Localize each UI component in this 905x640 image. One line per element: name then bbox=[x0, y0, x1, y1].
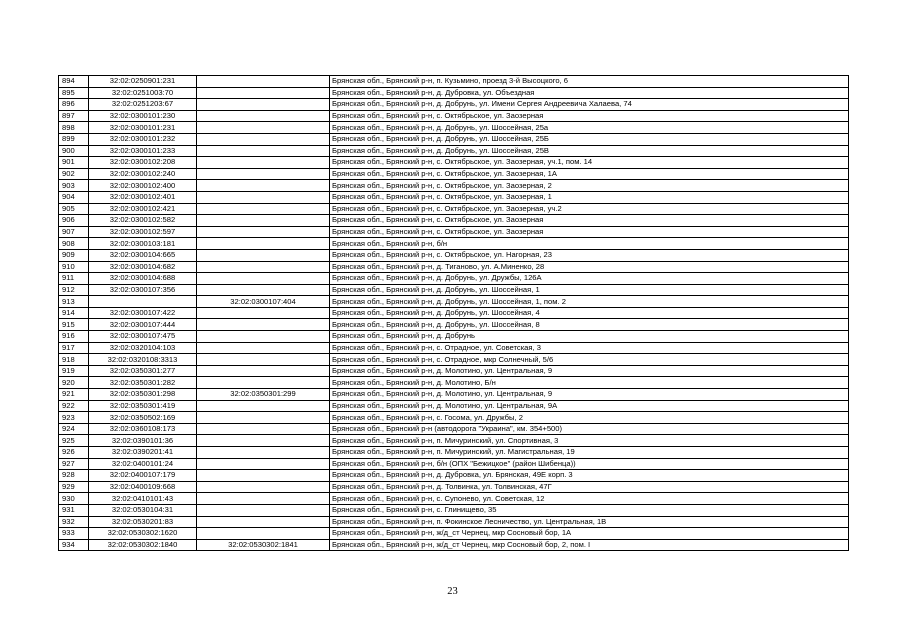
address-cell: Брянская обл., Брянский р-н, д. Дубровка, ул. Брянская, 49Е корп. 3 bbox=[330, 470, 849, 482]
cadastral-number: 32:02:0300102:582 bbox=[89, 215, 197, 227]
row-number: 920 bbox=[59, 377, 89, 389]
address-cell: Брянская обл., Брянский р-н, д. Молотино, ул. Центральная, 9 bbox=[330, 389, 849, 401]
address-cell: Брянская обл., Брянский р-н, д. Добрунь, ул. Шоссейная, 25а bbox=[330, 122, 849, 134]
address-cell: Брянская обл., Брянский р-н, д. Добрунь, ул. Шоссейная, 4 bbox=[330, 307, 849, 319]
table-row bbox=[59, 191, 849, 203]
cadastral-number: 32:02:0251203:67 bbox=[89, 99, 197, 111]
related-cadastral-number bbox=[197, 145, 330, 157]
cadastral-number: 32:02:0250901:231 bbox=[89, 76, 197, 88]
row-number: 931 bbox=[59, 504, 89, 516]
cadastral-number: 32:02:0300104:665 bbox=[89, 249, 197, 261]
related-cadastral-number bbox=[197, 412, 330, 424]
row-number: 896 bbox=[59, 99, 89, 111]
row-number: 900 bbox=[59, 145, 89, 157]
address-cell: Брянская обл., Брянский р-н, с. Октябрьское, ул. Заозерная, уч.2 bbox=[330, 203, 849, 215]
address-cell: Брянская обл., Брянский р-н, д. Добрунь, ул. Шоссейная, 25Б bbox=[330, 133, 849, 145]
cadastral-number: 32:02:0390201:41 bbox=[89, 447, 197, 459]
address-cell: Брянская обл., Брянский р-н, б/н (ОПХ "Бежицкое" (район Шибенца)) bbox=[330, 458, 849, 470]
cadastral-number: 32:02:0251003:70 bbox=[89, 87, 197, 99]
cadastral-number: 32:02:0300107:444 bbox=[89, 319, 197, 331]
address-cell: Брянская обл., Брянский р-н, д. Молотино, Б/н bbox=[330, 377, 849, 389]
table-row bbox=[59, 319, 849, 331]
cadastral-number: 32:02:0300102:208 bbox=[89, 157, 197, 169]
address-cell: Брянская обл., Брянский р-н, ж/д_ст Чернец, мкр Сосновый бор, 2, пом. I bbox=[330, 539, 849, 551]
table-row bbox=[59, 249, 849, 261]
row-number: 895 bbox=[59, 87, 89, 99]
cadastral-number: 32:02:0530104:31 bbox=[89, 504, 197, 516]
row-number: 916 bbox=[59, 331, 89, 343]
related-cadastral-number bbox=[197, 157, 330, 169]
related-cadastral-number bbox=[197, 261, 330, 273]
address-cell: Брянская обл., Брянский р-н, б/н bbox=[330, 238, 849, 250]
row-number: 902 bbox=[59, 168, 89, 180]
related-cadastral-number bbox=[197, 342, 330, 354]
table-row bbox=[59, 226, 849, 238]
address-cell: Брянская обл., Брянский р-н, д. Добрунь, ул. Дружбы, 126А bbox=[330, 273, 849, 285]
table-row bbox=[59, 516, 849, 528]
table-row bbox=[59, 377, 849, 389]
table-row bbox=[59, 203, 849, 215]
address-cell: Брянская обл., Брянский р-н, с. Октябрьское, ул. Заозерная bbox=[330, 226, 849, 238]
row-number: 915 bbox=[59, 319, 89, 331]
table-row bbox=[59, 354, 849, 366]
address-cell: Брянская обл., Брянский р-н, с. Октябрьское, ул. Заозерная bbox=[330, 215, 849, 227]
address-cell: Брянская обл., Брянский р-н, с. Госома, ул. Дружбы, 2 bbox=[330, 412, 849, 424]
cadastral-number: 32:02:0350502:169 bbox=[89, 412, 197, 424]
table-row bbox=[59, 157, 849, 169]
row-number: 926 bbox=[59, 447, 89, 459]
table-row bbox=[59, 331, 849, 343]
cadastral-number: 32:02:0530302:1620 bbox=[89, 528, 197, 540]
row-number: 908 bbox=[59, 238, 89, 250]
address-cell: Брянская обл., Брянский р-н, с. Октябрьское, ул. Заозерная, 2 bbox=[330, 180, 849, 192]
related-cadastral-number: 32:02:0350301:299 bbox=[197, 389, 330, 401]
table-row bbox=[59, 99, 849, 111]
related-cadastral-number bbox=[197, 238, 330, 250]
cadastral-number: 32:02:0530201:83 bbox=[89, 516, 197, 528]
related-cadastral-number: 32:02:0530302:1841 bbox=[197, 539, 330, 551]
row-number: 907 bbox=[59, 226, 89, 238]
row-number: 899 bbox=[59, 133, 89, 145]
row-number: 912 bbox=[59, 284, 89, 296]
address-cell: Брянская обл., Брянский р-н (автодорога "Украина", км. 354+500) bbox=[330, 423, 849, 435]
address-cell: Брянская обл., Брянский р-н, д. Добрунь, ул. Имени Сергея Андреевича Халаева, 74 bbox=[330, 99, 849, 111]
row-number: 903 bbox=[59, 180, 89, 192]
address-cell: Брянская обл., Брянский р-н, п. Кузьмино, проезд 3-й Высоцкого, 6 bbox=[330, 76, 849, 88]
row-number: 911 bbox=[59, 273, 89, 285]
cadastral-number: 32:02:0410101:43 bbox=[89, 493, 197, 505]
cadastral-number: 32:02:0350301:277 bbox=[89, 365, 197, 377]
cadastral-number: 32:02:0300102:421 bbox=[89, 203, 197, 215]
cadastral-number: 32:02:0350301:419 bbox=[89, 400, 197, 412]
row-number: 922 bbox=[59, 400, 89, 412]
address-cell: Брянская обл., Брянский р-н, ж/д_ст Чернец, мкр Сосновый бор, 1А bbox=[330, 528, 849, 540]
address-cell: Брянская обл., Брянский р-н, д. Добрунь, ул. Шоссейная, 1, пом. 2 bbox=[330, 296, 849, 308]
address-cell: Брянская обл., Брянский р-н, с. Октябрьское, ул. Заозерная, 1А bbox=[330, 168, 849, 180]
address-cell: Брянская обл., Брянский р-н, п. Мичуринский, ул. Спортивная, 3 bbox=[330, 435, 849, 447]
table-row bbox=[59, 168, 849, 180]
table-row bbox=[59, 389, 849, 401]
row-number: 898 bbox=[59, 122, 89, 134]
table-row bbox=[59, 342, 849, 354]
table-row bbox=[59, 307, 849, 319]
cadastral-number: 32:02:0300107:356 bbox=[89, 284, 197, 296]
related-cadastral-number bbox=[197, 458, 330, 470]
address-cell: Брянская обл., Брянский р-н, д. Толвинка, ул. Толвинская, 47Г bbox=[330, 481, 849, 493]
row-number: 933 bbox=[59, 528, 89, 540]
table-row bbox=[59, 238, 849, 250]
related-cadastral-number bbox=[197, 284, 330, 296]
related-cadastral-number: 32:02:0300107:404 bbox=[197, 296, 330, 308]
cadastral-number: 32:02:0390101:36 bbox=[89, 435, 197, 447]
table-row bbox=[59, 447, 849, 459]
related-cadastral-number bbox=[197, 481, 330, 493]
related-cadastral-number bbox=[197, 423, 330, 435]
row-number: 927 bbox=[59, 458, 89, 470]
cadastral-number: 32:02:0360108:173 bbox=[89, 423, 197, 435]
table-row bbox=[59, 365, 849, 377]
related-cadastral-number bbox=[197, 528, 330, 540]
address-cell: Брянская обл., Брянский р-н, п. Мичуринский, ул. Магистральная, 19 bbox=[330, 447, 849, 459]
related-cadastral-number bbox=[197, 87, 330, 99]
related-cadastral-number bbox=[197, 180, 330, 192]
address-cell: Брянская обл., Брянский р-н, с. Супонево, ул. Советская, 12 bbox=[330, 493, 849, 505]
related-cadastral-number bbox=[197, 122, 330, 134]
address-cell: Брянская обл., Брянский р-н, с. Отрадное, ул. Советская, 3 bbox=[330, 342, 849, 354]
related-cadastral-number bbox=[197, 76, 330, 88]
row-number: 906 bbox=[59, 215, 89, 227]
cadastral-number: 32:02:0300103:181 bbox=[89, 238, 197, 250]
row-number: 934 bbox=[59, 539, 89, 551]
row-number: 913 bbox=[59, 296, 89, 308]
related-cadastral-number bbox=[197, 470, 330, 482]
related-cadastral-number bbox=[197, 447, 330, 459]
address-cell: Брянская обл., Брянский р-н, д. Добрунь, ул. Шоссейная, 8 bbox=[330, 319, 849, 331]
address-cell: Брянская обл., Брянский р-н, с. Октябрьское, ул. Заозерная bbox=[330, 110, 849, 122]
cadastral-number: 32:02:0300102:240 bbox=[89, 168, 197, 180]
table-row bbox=[59, 493, 849, 505]
related-cadastral-number bbox=[197, 191, 330, 203]
row-number: 921 bbox=[59, 389, 89, 401]
address-cell: Брянская обл., Брянский р-н, д. Молотино, ул. Центральная, 9 bbox=[330, 365, 849, 377]
table-row bbox=[59, 539, 849, 551]
row-number: 925 bbox=[59, 435, 89, 447]
cadastral-number: 32:02:0300107:422 bbox=[89, 307, 197, 319]
row-number: 914 bbox=[59, 307, 89, 319]
related-cadastral-number bbox=[197, 516, 330, 528]
table-row bbox=[59, 76, 849, 88]
cadastral-number bbox=[89, 296, 197, 308]
related-cadastral-number bbox=[197, 110, 330, 122]
address-cell: Брянская обл., Брянский р-н, с. Октябрьское, ул. Заозерная, 1 bbox=[330, 191, 849, 203]
cadastral-number: 32:02:0400109:668 bbox=[89, 481, 197, 493]
table-row bbox=[59, 284, 849, 296]
related-cadastral-number bbox=[197, 133, 330, 145]
cadastral-number: 32:02:0300104:688 bbox=[89, 273, 197, 285]
page-number: 23 bbox=[447, 586, 458, 597]
address-cell: Брянская обл., Брянский р-н, д. Молотино, ул. Центральная, 9А bbox=[330, 400, 849, 412]
row-number: 929 bbox=[59, 481, 89, 493]
table-row bbox=[59, 87, 849, 99]
cadastral-number: 32:02:0350301:298 bbox=[89, 389, 197, 401]
related-cadastral-number bbox=[197, 215, 330, 227]
address-cell: Брянская обл., Брянский р-н, с. Отрадное, мкр Солнечный, 5/6 bbox=[330, 354, 849, 366]
related-cadastral-number bbox=[197, 493, 330, 505]
parcel-table-body bbox=[59, 76, 849, 551]
address-cell: Брянская обл., Брянский р-н, д. Добрунь bbox=[330, 331, 849, 343]
related-cadastral-number bbox=[197, 319, 330, 331]
table-row bbox=[59, 122, 849, 134]
table-row bbox=[59, 435, 849, 447]
table-row bbox=[59, 145, 849, 157]
row-number: 928 bbox=[59, 470, 89, 482]
related-cadastral-number bbox=[197, 377, 330, 389]
address-cell: Брянская обл., Брянский р-н, с. Октябрьское, ул. Нагорная, 23 bbox=[330, 249, 849, 261]
related-cadastral-number bbox=[197, 365, 330, 377]
row-number: 901 bbox=[59, 157, 89, 169]
table-row bbox=[59, 412, 849, 424]
row-number: 924 bbox=[59, 423, 89, 435]
cadastral-number: 32:02:0400107:179 bbox=[89, 470, 197, 482]
cadastral-number: 32:02:0300107:475 bbox=[89, 331, 197, 343]
row-number: 910 bbox=[59, 261, 89, 273]
related-cadastral-number bbox=[197, 435, 330, 447]
table-row bbox=[59, 215, 849, 227]
cadastral-number: 32:02:0300101:232 bbox=[89, 133, 197, 145]
address-cell: Брянская обл., Брянский р-н, п. Фокинское Лесничество, ул. Центральная, 1В bbox=[330, 516, 849, 528]
address-cell: Брянская обл., Брянский р-н, с. Октябрьское, ул. Заозерная, уч.1, пом. 14 bbox=[330, 157, 849, 169]
parcel-table bbox=[58, 75, 849, 551]
related-cadastral-number bbox=[197, 168, 330, 180]
cadastral-number: 32:02:0320108:3313 bbox=[89, 354, 197, 366]
row-number: 894 bbox=[59, 76, 89, 88]
cadastral-number: 32:02:0320104:103 bbox=[89, 342, 197, 354]
cadastral-number: 32:02:0300104:682 bbox=[89, 261, 197, 273]
related-cadastral-number bbox=[197, 249, 330, 261]
related-cadastral-number bbox=[197, 400, 330, 412]
address-cell: Брянская обл., Брянский р-н, д. Добрунь, ул. Шоссейная, 25В bbox=[330, 145, 849, 157]
row-number: 897 bbox=[59, 110, 89, 122]
related-cadastral-number bbox=[197, 331, 330, 343]
cadastral-number: 32:02:0300101:233 bbox=[89, 145, 197, 157]
row-number: 909 bbox=[59, 249, 89, 261]
cadastral-number: 32:02:0300102:400 bbox=[89, 180, 197, 192]
table-row bbox=[59, 296, 849, 308]
table-row bbox=[59, 423, 849, 435]
cadastral-number: 32:02:0400101:24 bbox=[89, 458, 197, 470]
table-row bbox=[59, 458, 849, 470]
cadastral-number: 32:02:0300101:231 bbox=[89, 122, 197, 134]
related-cadastral-number bbox=[197, 504, 330, 516]
address-cell: Брянская обл., Брянский р-н, д. Добрунь, ул. Шоссейная, 1 bbox=[330, 284, 849, 296]
address-cell: Брянская обл., Брянский р-н, с. Глинищево, 35 bbox=[330, 504, 849, 516]
related-cadastral-number bbox=[197, 99, 330, 111]
table-row bbox=[59, 528, 849, 540]
cadastral-number: 32:02:0300102:401 bbox=[89, 191, 197, 203]
related-cadastral-number bbox=[197, 273, 330, 285]
row-number: 919 bbox=[59, 365, 89, 377]
table-row bbox=[59, 110, 849, 122]
table-row bbox=[59, 504, 849, 516]
row-number: 930 bbox=[59, 493, 89, 505]
related-cadastral-number bbox=[197, 354, 330, 366]
row-number: 932 bbox=[59, 516, 89, 528]
related-cadastral-number bbox=[197, 307, 330, 319]
row-number: 904 bbox=[59, 191, 89, 203]
related-cadastral-number bbox=[197, 203, 330, 215]
row-number: 917 bbox=[59, 342, 89, 354]
table-row bbox=[59, 133, 849, 145]
address-cell: Брянская обл., Брянский р-н, д. Тиганово, ул. А.Миненко, 28 bbox=[330, 261, 849, 273]
table-row bbox=[59, 261, 849, 273]
row-number: 923 bbox=[59, 412, 89, 424]
table-row bbox=[59, 470, 849, 482]
row-number: 918 bbox=[59, 354, 89, 366]
address-cell: Брянская обл., Брянский р-н, д. Дубровка, ул. Объездная bbox=[330, 87, 849, 99]
table-row bbox=[59, 481, 849, 493]
cadastral-number: 32:02:0350301:282 bbox=[89, 377, 197, 389]
cadastral-number: 32:02:0300102:597 bbox=[89, 226, 197, 238]
cadastral-number: 32:02:0530302:1840 bbox=[89, 539, 197, 551]
table-row bbox=[59, 400, 849, 412]
related-cadastral-number bbox=[197, 226, 330, 238]
table-row bbox=[59, 273, 849, 285]
table-row bbox=[59, 180, 849, 192]
cadastral-number: 32:02:0300101:230 bbox=[89, 110, 197, 122]
row-number: 905 bbox=[59, 203, 89, 215]
